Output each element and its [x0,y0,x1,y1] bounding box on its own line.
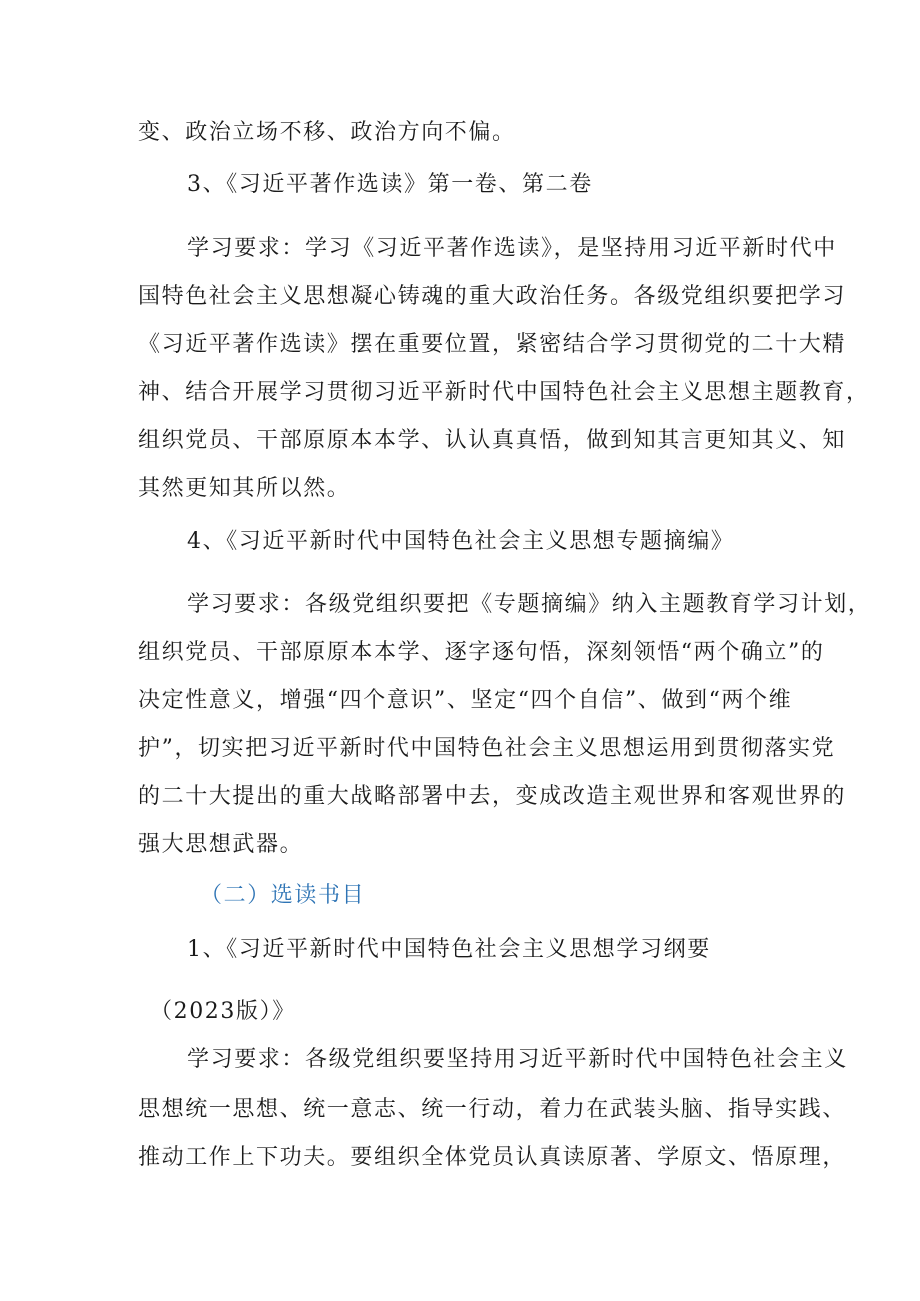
paragraph-line: 国特色社会主义思想凝心铸魂的重大政治任务。各级党组织要把学习 [138,284,847,309]
paragraph-line: 决定性意义，增强“四个意识”、坚定“四个自信”、做到“两个维 [138,688,793,713]
paragraph-line: 组织党员、干部原原本本学、逐字逐句悟，深刻领悟“两个确立”的 [138,640,825,665]
paragraph-line: 其然更知其所以然。 [138,476,351,501]
paragraph-line: 学习要求：各级党组织要把《专题摘编》纳入主题教育学习计划， [187,592,872,617]
list-item-heading: 1、《习近平新时代中国特色社会主义思想学习纲要 [187,937,711,962]
list-item-heading: 4、《习近平新时代中国特色社会主义思想专题摘编》 [187,529,735,554]
paragraph-line: 变、政治立场不移、政治方向不偏。 [138,120,516,145]
paragraph-line: 的二十大提出的重大战略部署中去，变成改造主观世界和客观世界的 [138,784,847,809]
paragraph-line: 学习要求：学习《习近平著作选读》，是坚持用习近平新时代中 [187,236,837,261]
paragraph-line: 强大思想武器。 [138,832,304,857]
paragraph-line: 推动工作上下功夫。要组织全体党员认真读原著、学原文、悟原理， [138,1145,847,1170]
paragraph-line: 组织党员、干部原原本本学、认认真真悟，做到知其言更知其义、知 [138,428,847,453]
paragraph-line: 护”，切实把习近平新时代中国特色社会主义思想运用到贯彻落实党 [138,736,836,761]
paragraph-line: 《习近平著作选读》摆在重要位置，紧密结合学习贯彻党的二十大精 [138,332,847,357]
paragraph-line: 思想统一思想、统一意志、统一行动，着力在武装头脑、指导实践、 [138,1097,847,1122]
list-item-heading-continued: （2023版）》 [150,999,296,1024]
section-heading: （二）选读书目 [200,883,366,908]
paragraph-line: 神、结合开展学习贯彻习近平新时代中国特色社会主义思想主题教育， [138,380,870,405]
paragraph-line: 学习要求：各级党组织要坚持用习近平新时代中国特色社会主义 [187,1047,848,1072]
list-item-heading: 3、《习近平著作选读》第一卷、第二卷 [187,172,593,197]
